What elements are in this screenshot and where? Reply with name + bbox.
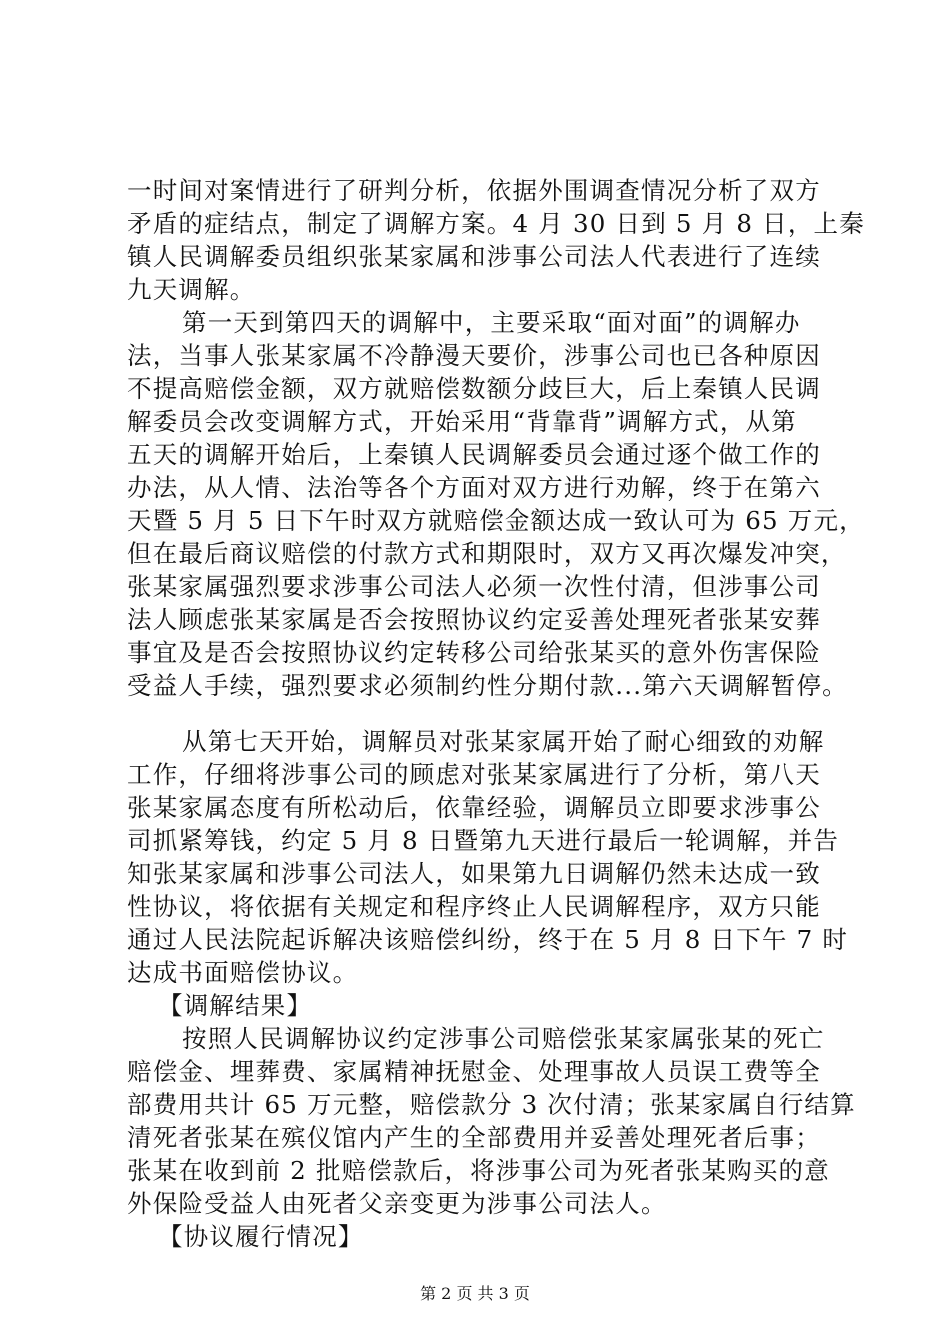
text-line: 知张某家属和涉事公司法人，如果第九日调解仍然未达成一致 (127, 859, 821, 888)
paragraph-first-line: 第一天到第四天的调解中，主要采取“面对面”的调解办 (182, 308, 801, 337)
text-line: 部费用共计 65 万元整，赔偿款分 3 次付清；张某家属自行结算 (127, 1090, 856, 1119)
text-line: 法人顾虑张某家属是否会按照协议约定妥善处理死者张某安葬 (127, 605, 821, 634)
text-line: 性协议，将依据有关规定和程序终止人民调解程序，双方只能 (127, 892, 821, 921)
section-heading: 【协议履行情况】 (158, 1222, 364, 1251)
paragraph-first-line: 从第七天开始，调解员对张某家属开始了耐心细致的劝解 (182, 727, 825, 756)
text-line: 赔偿金、埋葬费、家属精神抚慰金、处理事故人员误工费等全 (127, 1057, 821, 1086)
text-line: 不提高赔偿金额，双方就赔偿数额分歧巨大，后上秦镇人民调 (127, 374, 821, 403)
text-line: 张某家属态度有所松动后，依靠经验，调解员立即要求涉事公 (127, 793, 821, 822)
text-line: 天暨 5 月 5 日下午时双方就赔偿金额达成一致认可为 65 万元， (127, 506, 865, 535)
text-line: 五天的调解开始后，上秦镇人民调解委员会通过逐个做工作的 (127, 440, 821, 469)
text-line: 张某家属强烈要求涉事公司法人必须一次性付清，但涉事公司 (127, 572, 821, 601)
text-line: 清死者张某在殡仪馆内产生的全部费用并妥善处理死者后事； (127, 1123, 821, 1152)
text-line: 矛盾的症结点，制定了调解方案。4 月 30 日到 5 月 8 日，上秦 (127, 209, 865, 238)
text-line: 一时间对案情进行了研判分析，依据外围调查情况分析了双方 (127, 176, 821, 205)
text-line: 司抓紧筹钱，约定 5 月 8 日暨第九天进行最后一轮调解，并告 (127, 826, 840, 855)
text-line: 办法，从人情、法治等各个方面对双方进行劝解，终于在第六 (127, 473, 821, 502)
page-number-footer: 第 2 页 共 3 页 (420, 1284, 530, 1303)
text-line: 工作，仔细将涉事公司的顾虑对张某家属进行了分析，第八天 (127, 760, 821, 789)
text-line: 外保险受益人由死者父亲变更为涉事公司法人。 (127, 1189, 667, 1218)
paragraph-first-line: 按照人民调解协议约定涉事公司赔偿张某家属张某的死亡 (182, 1024, 825, 1053)
text-line: 事宜及是否会按照协议约定转移公司给张某买的意外伤害保险 (127, 638, 821, 667)
text-line: 通过人民法院起诉解决该赔偿纠纷，终于在 5 月 8 日下午 7 时 (127, 925, 849, 954)
text-line: 受益人手续，强烈要求必须制约性分期付款...第六天调解暂停。 (127, 671, 848, 700)
text-line: 达成书面赔偿协议。 (127, 958, 359, 987)
text-line: 张某在收到前 2 批赔偿款后，将涉事公司为死者张某购买的意 (127, 1156, 830, 1185)
section-heading: 【调解结果】 (158, 991, 313, 1020)
text-line: 但在最后商议赔偿的付款方式和期限时，双方又再次爆发冲突， (127, 539, 847, 568)
text-line: 镇人民调解委员组织张某家属和涉事公司法人代表进行了连续 (127, 242, 821, 271)
text-line: 九天调解。 (127, 275, 256, 304)
text-line: 解委员会改变调解方式，开始采用“背靠背”调解方式，从第 (127, 407, 797, 436)
text-line: 法，当事人张某家属不冷静漫天要价，涉事公司也已各种原因 (127, 341, 821, 370)
